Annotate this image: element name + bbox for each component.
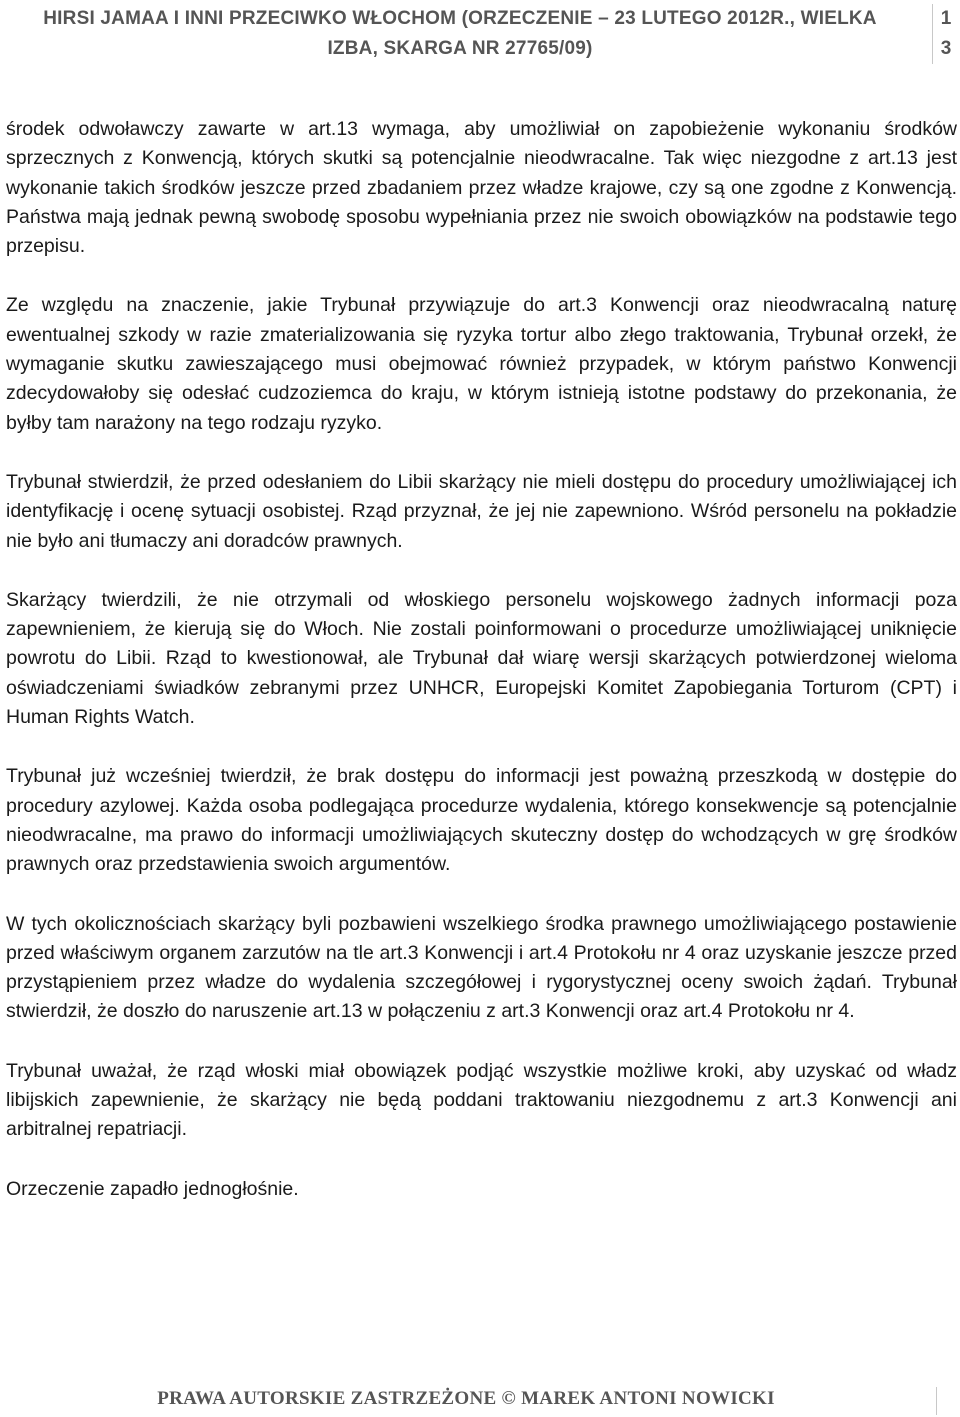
header-divider (932, 4, 933, 64)
copyright-notice: PRAWA AUTORSKIE ZASTRZEŻONE © MAREK ANTONI NOWICKI (157, 1388, 775, 1409)
paragraph-3: Trybunał stwierdził, że przed odesłaniem do Libii skarżący nie mieli dostępu do procedury umożliwiającej ich identyfikację i ocenę sytuacji osobistej. Rząd przyznał, że jej nie zapewniono. Wśród personelu na pokładzie nie było ani tłumaczy ani doradców prawnych. (6, 470, 957, 552)
page-footer (0, 1387, 960, 1417)
page-number-line-1: 1 (940, 8, 952, 29)
paragraph-5: Trybunał już wcześniej twierdził, że brak dostępu do informacji jest poważną przeszkodą w dostępie do procedury azylowej. Każda osoba podlegająca procedurze wydalenia, którego konsekwencje są potencjalnie nieodwracalne, ma prawo do informacji umożliwiających skuteczny dostęp do wchodzących w grę środków prawnych oraz przedstawienia swoich argumentów. (6, 765, 957, 876)
paragraph-7: Trybunał uważał, że rząd włoski miał obowiązek podjąć wszystkie możliwe kroki, aby uzyskać od władz libijskich zapewnienie, że skarżący nie będą poddani traktowaniu niezgodnemu z art.3 Konwencji ani arbitralnej repatriacji. (6, 1059, 957, 1141)
page-number-line-2: 3 (940, 38, 952, 59)
paragraph-1: środek odwoławczy zawarte w art.13 wymaga, aby umożliwiał on zapobieżenie wykonaniu środków sprzecznych z Konwencją, których skutki są potencjalnie nieodwracalne. Tak więc niezgodne z art.13 jest wykonanie takich środków jeszcze przed zbadaniem przez władze krajowe, czy są one zgodne z Konwencją. Państwa mają jednak pewną swobodę sposobu wypełniania przez nie swoich obowiązków na podstawie tego przepisu. (6, 118, 957, 258)
paragraph-2: Ze względu na znaczenie, jakie Trybunał przywiązuje do art.3 Konwencji oraz nieodwracalną naturę ewentualnej szkody w razie zmaterializowania się ryzyka tortur albo złego traktowania, Trybunał orzekł, że wymaganie skutku zawieszającego musi obejmować również przypadek, w którym państwo Konwencji zdecydowałoby się odesłać cudzoziemca do kraju, w którym istnieją istotne podstawy do przekonania, że byłby tam narażony na tego rodzaju ryzyko. (6, 294, 957, 434)
page-header (0, 0, 960, 70)
document-title-line-1: HIRSI JAMAA I INNI PRZECIWKO WŁOCHOM (ORZECZENIE – 23 LUTEGO 2012R., WIELKA (43, 8, 877, 29)
document-title (0, 4, 920, 64)
page-number (934, 4, 958, 64)
document-title-line-2: IZBA, SKARGA NR 27765/09) (327, 38, 593, 59)
paragraph-6: W tych okolicznościach skarżący byli pozbawieni wszelkiego środka prawnego umożliwiającego postawienie przed właściwym organem zarzutów na tle art.3 Konwencji i art.4 Protokołu nr 4 oraz uzyskanie jeszcze przed przystąpieniem przez władze do wydalenia szczegółowej i rygorystycznej oceny swoich żądań. Trybunał stwierdził, że doszło do naruszenie art.13 w połączeniu z art.3 Konwencji oraz art.4 Protokołu nr 4. (6, 912, 957, 1023)
footer-divider (936, 1387, 937, 1415)
document-body (6, 115, 957, 1234)
paragraph-8: Orzeczenie zapadło jednogłośnie. (6, 1177, 299, 1200)
paragraph-4: Skarżący twierdzili, że nie otrzymali od włoskiego personelu wojskowego żadnych informacji poza zapewnieniem, że kierują się do Włoch. Nie zostali poinformowani o procedurze umożliwiającej uniknięcie powrotu do Libii. Rząd to kwestionował, ale Trybunał dał wiarę wersji skarżących potwierdzonej wieloma oświadczeniami świadków zebranymi przez UNHCR, Europejski Komitet Zapobiegania Torturom (CPT) i Human Rights Watch. (6, 588, 957, 729)
